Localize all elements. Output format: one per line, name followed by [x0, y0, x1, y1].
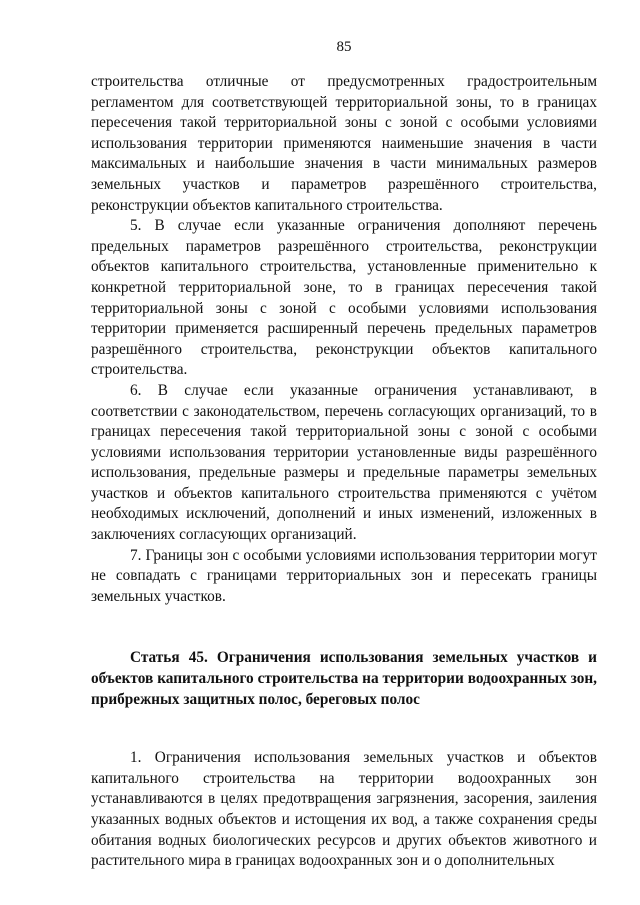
- paragraph-article-45-item-1: 1. Ограничения использования земельных участков и объектов капитального строительства на территории водоохранных зон устанавливаются в целях предотвращения загрязнения, засорения, заиления указанных водных объектов и истощения их вод, а также сохранения среды обитания водных биологических ресурсов и других объектов животного и растительного мира в границах водоохранных зон и о дополнительных: [91, 749, 597, 870]
- paragraph-item-6: 6. В случае если указанные ограничения устанавливают, в соответствии с законодательством, перечень согласующих организаций, то в границах пересечения такой территориальной зоны с зоной с особыми условиями использования территории установленные виды разрешённого использования, предельные размеры и предельные параметры земельных участков и объектов капитального строительства применяются с учётом необходимых исключений, дополнений и иных изменений, изложенных в заключениях согласующих организаций.: [91, 381, 597, 544]
- paragraph-continuation: строительства отличные от предусмотренных градостроительным регламентом для соответствующей территориальной зоны, то в границах пересечения такой территориальной зоны с зоной с особыми условиями использования территории применяются наименьшие значения в части максимальных и наибольшие значения в части минимальных размеров земельных участков и параметров разрешённого строительства, реконструкции объектов капитального строительства.: [91, 73, 597, 214]
- document-body: [91, 72, 597, 872]
- article-heading: Статья 45. Ограничения использования земельных участков и объектов капитального строительства на территории водоохранных зон, прибрежных защитных полос, береговых полос: [91, 649, 597, 708]
- page-number: 85: [336, 39, 352, 55]
- paragraph-item-7: 7. Границы зон с особыми условиями использования территории могут не совпадать с границами территориальных зон и пересекать границы земельных участков.: [91, 546, 597, 605]
- paragraph-item-5: 5. В случае если указанные ограничения дополняют перечень предельных параметров разрешённого строительства, реконструкции объектов капитального строительства, установленные применительно к конкретной территориальной зоне, то в границах пересечения такой территориальной зоны с зоной с особыми условиями использования территории применяется расширенный перечень предельных параметров разрешённого строительства, реконструкции объектов капитального строительства.: [91, 217, 597, 379]
